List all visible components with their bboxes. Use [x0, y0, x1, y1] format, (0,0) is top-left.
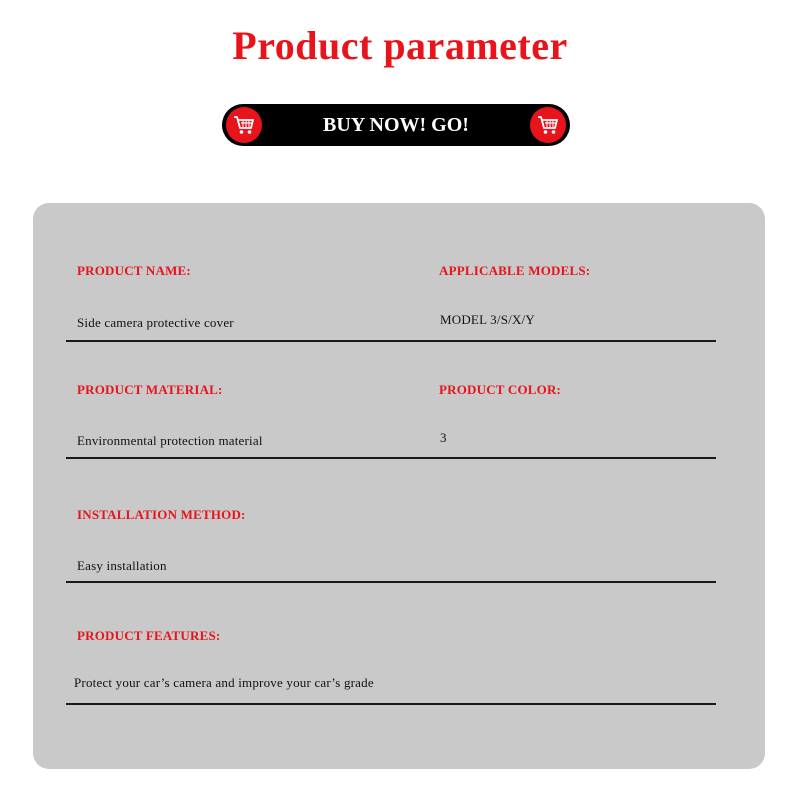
product-features-value: Protect your car’s camera and improve your car’s grade [74, 675, 374, 690]
applicable-models-value: MODEL 3/S/X/Y [440, 312, 535, 327]
product-color-value: 3 [440, 430, 447, 445]
buy-now-label: BUY NOW! GO! [323, 114, 469, 136]
applicable-models-label: APPLICABLE MODELS: [439, 263, 591, 278]
product-material-value: Environmental protection material [77, 433, 263, 448]
product-features-label: PRODUCT FEATURES: [77, 628, 221, 643]
divider [66, 703, 716, 705]
divider [66, 340, 716, 342]
product-color-label: PRODUCT COLOR: [439, 382, 562, 397]
product-name-value: Side camera protective cover [77, 315, 234, 330]
product-name-label: PRODUCT NAME: [77, 263, 191, 278]
parameter-panel [33, 203, 765, 769]
divider [66, 457, 716, 459]
page-title: Product parameter [232, 23, 568, 68]
shopping-cart-icon [530, 107, 566, 143]
buy-now-button[interactable] [222, 104, 570, 146]
installation-method-label: INSTALLATION METHOD: [77, 507, 246, 522]
installation-method-value: Easy installation [77, 558, 167, 573]
product-material-label: PRODUCT MATERIAL: [77, 382, 223, 397]
divider [66, 581, 716, 583]
